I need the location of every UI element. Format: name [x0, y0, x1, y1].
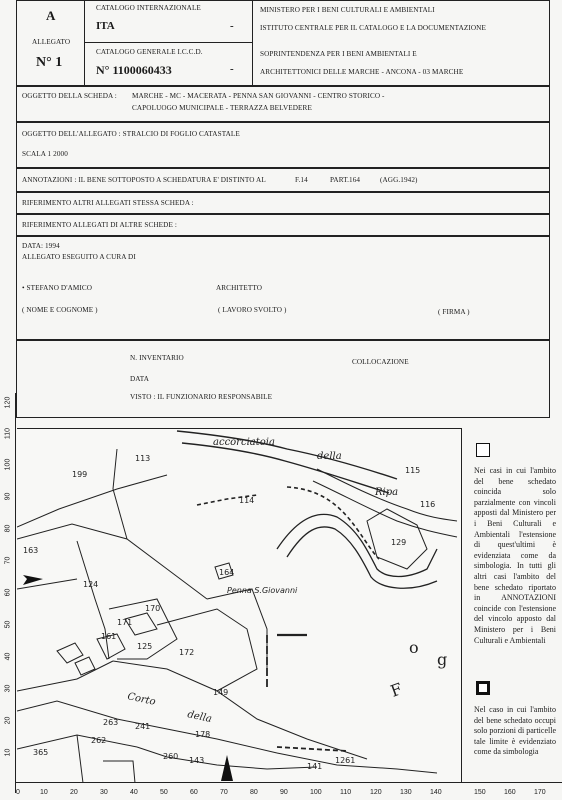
parcel-114: 114	[239, 496, 255, 505]
cat-int-value: ITA	[96, 20, 115, 32]
parcel-161: 161	[101, 632, 117, 641]
ruler-x-20: 20	[70, 789, 78, 796]
vertical-ruler	[0, 393, 16, 793]
inventario-data: DATA	[130, 375, 149, 383]
fog-letter-g: g	[437, 650, 448, 669]
street-della-1: della	[317, 451, 342, 462]
autore-data: DATA: 1994	[22, 242, 60, 250]
cadastral-map	[17, 428, 462, 782]
oggetto-label: OGGETTO DELLA SCHEDA :	[22, 92, 117, 100]
place-label: Penna S.Giovanni	[227, 586, 298, 595]
ruler-x-40: 40	[130, 789, 138, 796]
street-corto: Corto	[126, 691, 157, 708]
legend-symbol-1	[476, 443, 490, 457]
ruler-x-50: 50	[160, 789, 168, 796]
autore-nome: • STEFANO D'AMICO	[22, 284, 93, 292]
legend-text-1: Nei casi in cui l'ambito del bene schedato coincida solo parzialmente con vincoli apposti dal Ministero per i Beni Culturali e Ambientali l'estensione di quest'ultimi è evidenziata come da simbologia. In tutti gli altri casi l'ambito del bene schedato riportato in ANNOTAZIONI coincide con l'estensione del vincolo apposto dal Ministero per i Beni Culturali e Ambientali	[474, 466, 556, 645]
parcel-124: 124	[83, 580, 99, 589]
rif-stessa: RIFERIMENTO ALTRI ALLEGATI STESSA SCHEDA :	[22, 199, 194, 207]
parcel-178: 178	[195, 730, 211, 739]
ruler-y-90: 90	[4, 492, 12, 501]
ruler-x-70: 70	[220, 789, 228, 796]
cat-int-label: CATALOGO INTERNAZIONALE	[96, 4, 201, 12]
cat-gen-value: N° 1100060433	[96, 63, 172, 77]
oggetto-line1: MARCHE - MC - MACERATA - PENNA SAN GIOVANNI - CENTRO STORICO -	[132, 92, 385, 100]
header-hline	[84, 42, 252, 43]
soprintendenza-line2: ARCHITETTONICI DELLE MARCHE - ANCONA - 03 MARCHE	[260, 68, 464, 76]
oggetto-allegato: OGGETTO DELL'ALLEGATO : STRALCIO DI FOGLIO CATASTALE	[22, 130, 240, 138]
ruler-x-30: 30	[100, 789, 108, 796]
parcel-163: 163	[23, 546, 39, 555]
ruler-y-10: 10	[4, 748, 12, 757]
ruler-x-120: 120	[370, 789, 382, 796]
ruler-x-80: 80	[250, 789, 258, 796]
ruler-y-70: 70	[4, 556, 12, 565]
parcel-170: 170	[145, 604, 161, 613]
header-divider-1	[84, 0, 85, 86]
cat-gen-dash: -	[230, 63, 234, 75]
ruler-y-20: 20	[4, 716, 12, 725]
ruler-x-170: 170	[534, 789, 546, 796]
street-ripa: Ripa	[375, 487, 399, 498]
parcel-365: 365	[33, 748, 49, 757]
legend-symbol-2	[476, 681, 490, 695]
parcel-149: 149	[213, 688, 229, 697]
legend-text-2: Nel caso in cui l'ambito del bene schedato occupi solo porzioni di particelle tale limite è evidenziato come da simbologia	[474, 705, 556, 757]
parcel-171: 171	[117, 618, 133, 627]
parcel-115: 115	[405, 466, 421, 475]
ruler-y-30: 30	[4, 684, 12, 693]
aggiornamento: (AGG.1942)	[380, 176, 418, 184]
visto: VISTO : IL FUNZIONARIO RESPONSABILE	[130, 393, 273, 401]
parcel-125: 125	[137, 642, 153, 651]
fog-letter-o: o	[409, 638, 419, 657]
particella: PART.164	[330, 176, 361, 184]
ministero: MINISTERO PER I BENI CULTURALI E AMBIENTALI	[260, 6, 435, 14]
ruler-x-140: 140	[430, 789, 442, 796]
fog-letter-f: F	[387, 679, 405, 701]
map-drawing	[17, 429, 462, 782]
ruler-x-90: 90	[280, 789, 288, 796]
inventario-block	[16, 340, 550, 418]
firma-label: ( FIRMA )	[438, 308, 470, 316]
street-accorciatoia: accorciatoia	[213, 437, 275, 448]
code-letter: A	[46, 8, 56, 23]
lavoro-label: ( LAVORO SVOLTO )	[218, 306, 287, 314]
ruler-y-60: 60	[4, 588, 12, 597]
parcel-116: 116	[420, 500, 436, 509]
cat-int-dash: -	[230, 20, 234, 32]
ruler-y-80: 80	[4, 524, 12, 533]
ruler-y-100: 100	[4, 458, 12, 471]
ruler-x-130: 130	[400, 789, 412, 796]
parcel-129: 129	[391, 538, 407, 547]
nome-label: ( NOME E COGNOME )	[22, 306, 98, 314]
autore-block	[16, 236, 550, 340]
ruler-x-160: 160	[504, 789, 516, 796]
ruler-x-150: 150	[474, 789, 486, 796]
rif-altre: RIFERIMENTO ALLEGATI DI ALTRE SCHEDE :	[22, 221, 177, 229]
parcel-1261: 1261	[335, 756, 356, 765]
parcel-113: 113	[135, 454, 151, 463]
ruler-x-110: 110	[340, 789, 352, 796]
allegato-label: ALLEGATO	[32, 38, 71, 46]
annotazioni: ANNOTAZIONI : IL BENE SOTTOPOSTO A SCHEDATURA E' DISTINTO AL	[22, 176, 266, 184]
parcel-199: 199	[72, 470, 88, 479]
autore-eseguito: ALLEGATO ESEGUITO A CURA DI	[22, 253, 136, 261]
foglio: F.14	[295, 176, 308, 184]
scala: SCALA 1 2000	[22, 150, 68, 158]
soprintendenza-line1: SOPRINTENDENZA PER I BENI AMBIENTALI E	[260, 50, 417, 58]
ruler-x-60: 60	[190, 789, 198, 796]
collocazione: COLLOCAZIONE	[352, 358, 409, 366]
allegato-number: N° 1	[36, 55, 63, 70]
cat-gen-label: CATALOGO GENERALE I.C.C.D.	[96, 48, 203, 56]
parcel-143: 143	[189, 756, 205, 765]
parcel-241: 241	[135, 722, 151, 731]
header-divider-2	[252, 0, 253, 86]
ruler-y-110: 110	[4, 427, 12, 440]
ruler-y-40: 40	[4, 652, 12, 661]
horizontal-ruler	[16, 782, 562, 800]
ruler-y-120: 120	[4, 396, 12, 409]
ruler-x-0: 0	[16, 789, 20, 796]
istituto: ISTITUTO CENTRALE PER IL CATALOGO E LA DOCUMENTAZIONE	[260, 24, 486, 32]
n-inventario: N. INVENTARIO	[130, 354, 184, 362]
parcel-263: 263	[103, 718, 119, 727]
parcel-262: 262	[91, 736, 107, 745]
oggetto-line2: CAPOLUOGO MUNICIPALE - TERRAZZA BELVEDERE	[132, 104, 312, 112]
parcel-172: 172	[179, 648, 195, 657]
parcel-260: 260	[163, 752, 179, 761]
ruler-x-100: 100	[310, 789, 322, 796]
ruler-y-50: 50	[4, 620, 12, 629]
oggetto-allegato-block	[16, 122, 550, 168]
ruler-x-10: 10	[40, 789, 48, 796]
autore-ruolo: ARCHITETTO	[216, 284, 262, 292]
parcel-141: 141	[307, 762, 323, 771]
street-della-2: della	[186, 709, 213, 726]
parcel-164: 164	[219, 568, 235, 577]
